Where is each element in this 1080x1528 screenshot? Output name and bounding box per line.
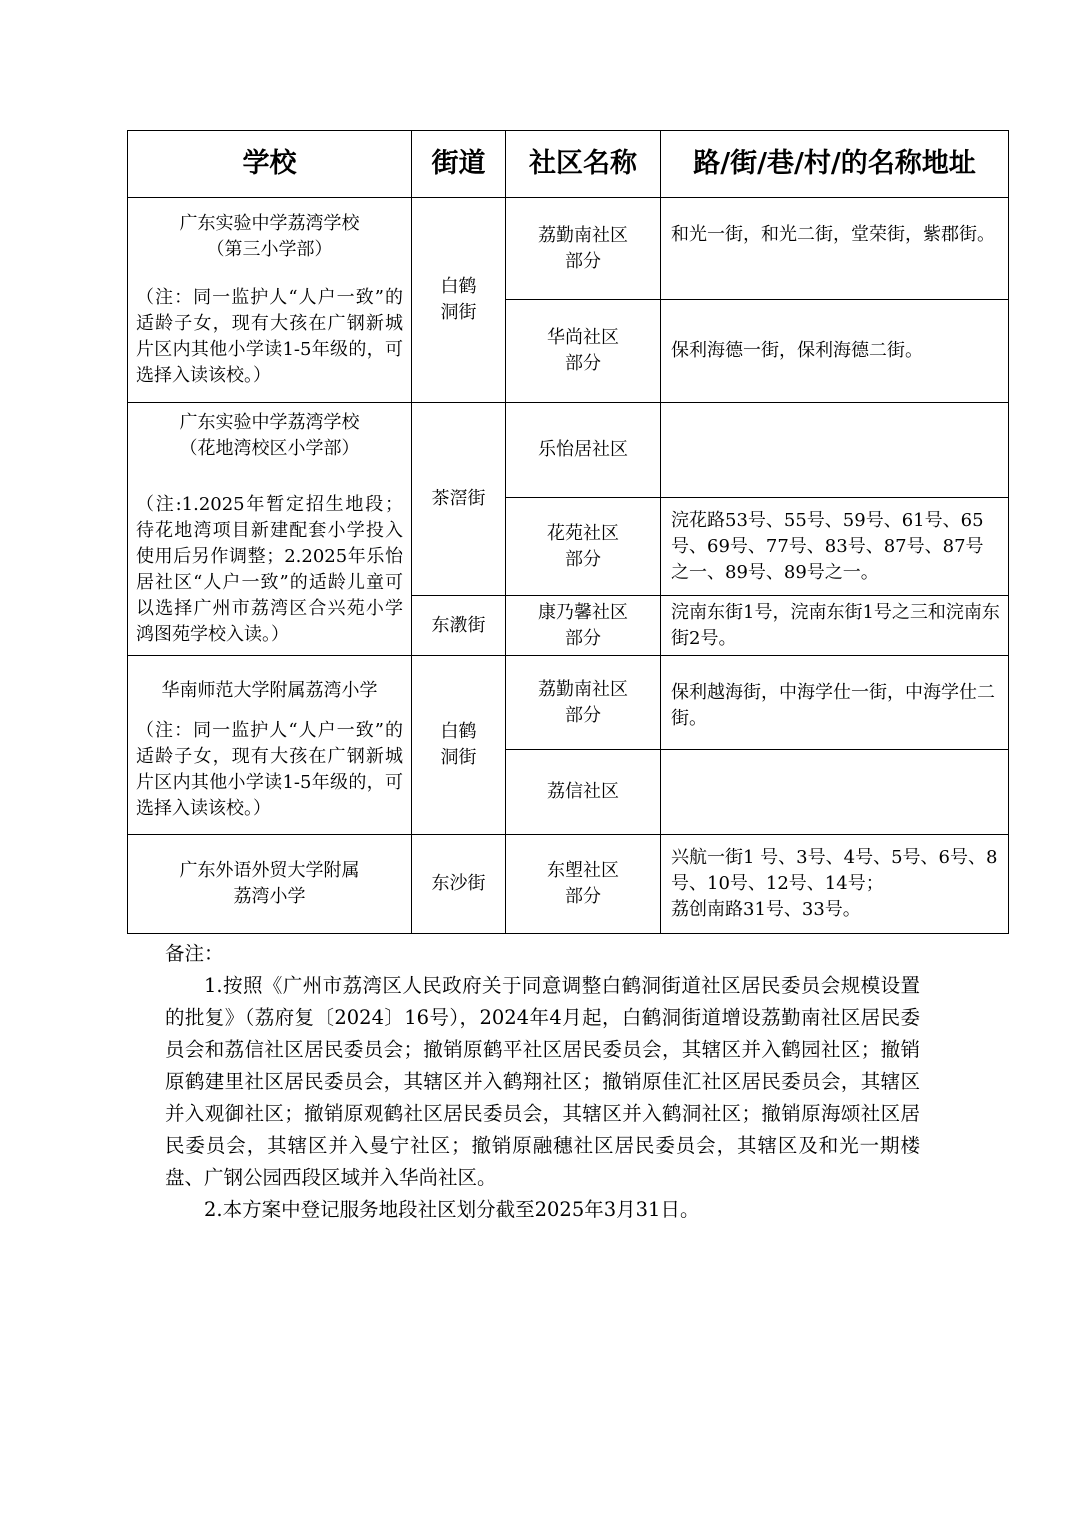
header-street: 街道 xyxy=(412,131,506,198)
street-cell: 白鹤 洞街 xyxy=(412,198,506,403)
community-cell: 华尚社区 部分 xyxy=(506,300,661,403)
school-name: 广东实验中学荔湾学校 （花地湾校区小学部） xyxy=(179,412,360,459)
school-name: 广东实验中学荔湾学校 （第三小学部） xyxy=(179,213,360,260)
address-cell: 兴航一街1 号、3号、4号、5号、6号、8号、10号、12号、14号； 荔创南路31号、33号。 xyxy=(661,835,1009,934)
school-name: 华南师范大学附属荔湾小学 xyxy=(161,680,378,701)
address-cell: 保利越海街，中海学仕一街，中海学仕二街。 xyxy=(661,656,1009,750)
street-cell: 白鹤 洞街 xyxy=(412,656,506,835)
school-cell xyxy=(128,835,412,934)
community-cell: 荔信社区 xyxy=(506,750,661,835)
address-cell xyxy=(661,750,1009,835)
note-item: 2.本方案中登记服务地段社区划分截至2025年3月31日。 xyxy=(204,1198,700,1221)
header-address: 路/街/巷/村/的名称地址 xyxy=(661,131,1009,198)
table-row xyxy=(128,198,1009,300)
community-cell: 花苑社区 部分 xyxy=(506,498,661,596)
school-note: （注：同一监护人“人户一致”的适龄子女，现有大孩在广钢新城片区内其他小学读1-5年级的，可选择入读该校。） xyxy=(136,720,403,819)
school-name: 广东外语外贸大学附属 荔湾小学 xyxy=(179,860,360,907)
street-cell: 东沙街 xyxy=(412,835,506,934)
address-cell: 保利海德一街，保利海德二街。 xyxy=(661,300,1009,403)
note-item: 1.按照《广州市荔湾区人民政府关于同意调整白鹤洞街道社区居民委员会规模设置的批复》（荔府复〔2024〕16号），2024年4月起，白鹤洞街道增设荔勤南社区居民委员会和荔信社区居民委员会；撤销原鹤平社区居民委员会，其辖区并入鹤园社区；撤销原鹤建里社区居民委员会，其辖区并入鹤翔社区；撤销原佳汇社区居民委员会，其辖区并入观御社区；撤销原观鹤社区居民委员会，其辖区并入鹤洞社区；撤销原海颂社区居民委员会，其辖区并入曼宁社区；撤销原融穗社区居民委员会，其辖区及和光一期楼盘、广钢公园西段区域并入华尚社区。 xyxy=(165,974,920,1189)
community-cell: 荔勤南社区 部分 xyxy=(506,656,661,750)
header-school: 学校 xyxy=(128,131,412,198)
table-row xyxy=(128,835,1009,934)
notes-title: 备注： xyxy=(165,942,224,965)
address-cell: 和光一街，和光二街，堂荣街，紫郡街。 xyxy=(661,198,1009,300)
community-cell: 乐怡居社区 xyxy=(506,403,661,498)
community-cell: 荔勤南社区 部分 xyxy=(506,198,661,300)
school-cell xyxy=(128,656,412,835)
enrollment-table xyxy=(127,130,1009,934)
school-note: （注：同一监护人“人户一致”的适龄子女，现有大孩在广钢新城片区内其他小学读1-5年级的，可选择入读该校。） xyxy=(136,287,403,386)
school-cell xyxy=(128,198,412,403)
table-header-row xyxy=(128,131,1009,198)
street-cell: 东漖街 xyxy=(412,596,506,656)
table-row xyxy=(128,656,1009,750)
community-cell: 康乃馨社区 部分 xyxy=(506,596,661,656)
address-cell: 浣南东街1号，浣南东街1号之三和浣南东街2号。 xyxy=(661,596,1009,656)
community-cell: 东塱社区 部分 xyxy=(506,835,661,934)
table-row xyxy=(128,403,1009,498)
school-cell xyxy=(128,403,412,656)
notes-section xyxy=(165,938,920,1226)
address-cell: 浣花路53号、55号、59号、61号、65号、69号、77号、83号、87号、87号之一、89号、89号之一。 xyxy=(661,498,1009,596)
address-cell xyxy=(661,403,1009,498)
street-cell: 茶滘街 xyxy=(412,403,506,596)
header-community: 社区名称 xyxy=(506,131,661,198)
school-note: （注:1.2025年暂定招生地段；待花地湾项目新建配套小学投入使用后另作调整；2.2025年乐怡居社区“人户一致”的适龄儿童可以选择广州市荔湾区合兴苑小学鸿图苑学校入读。） xyxy=(136,494,403,645)
